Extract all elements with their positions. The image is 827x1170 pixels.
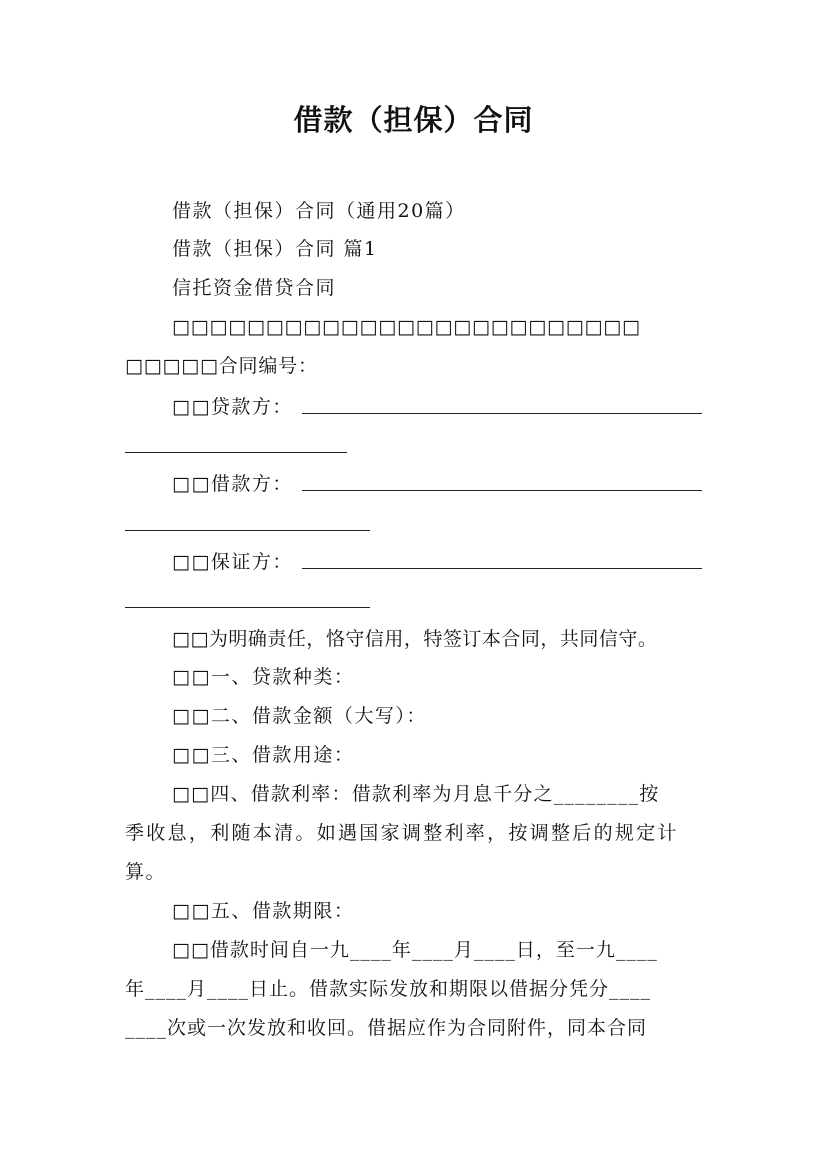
paragraph-line: □□五、借款期限： [172,900,355,922]
paragraph-line: 借款（担保）合同 篇1 [172,238,378,260]
paragraph-line: □□□□□合同编号： [125,355,318,377]
paragraph-line: 季收息，利随本清。如遇国家调整利率，按调整后的规定计 [125,822,679,844]
paragraph-line: □□一、贷款种类： [172,666,355,688]
paragraph-line: □□□□□□□□□□□□□□□□□□□□□□□□□ [172,316,641,338]
paragraph-line: □□四、借款利率：借款利率为月息千分之________按 [172,783,660,805]
lender-blank-line-2 [125,452,347,453]
guarantor-blank-line-2 [125,607,370,608]
paragraph-line: 年____月____日止。借款实际发放和期限以借据分凭分____ [125,978,652,1000]
paragraph-line: □□借款时间自一九____年____月____日，至一九____ [172,939,658,961]
borrower-blank-line-2 [125,530,370,531]
lender-blank-line-1 [302,413,702,414]
field-label-lender: □□贷款方： [172,396,293,418]
paragraph-line: □□二、借款金额（大写）： [172,705,427,727]
paragraph-line: ____次或一次发放和收回。借据应作为合同附件，同本合同 [125,1017,648,1039]
paragraph-line: 信托资金借贷合同 [172,277,337,299]
paragraph-line: 借款（担保）合同（通用20篇） [172,200,466,222]
borrower-blank-line-1 [302,490,702,491]
paragraph-line: 算。 [125,861,167,883]
field-label-guarantor: □□保证方： [172,551,293,573]
document-title: 借款（担保）合同 [293,103,534,137]
paragraph-line: □□三、借款用途： [172,744,355,766]
field-label-borrower: □□借款方： [172,473,293,495]
paragraph-line: □□为明确责任，恪守信用，特签订本合同，共同信守。 [172,628,658,650]
guarantor-blank-line-1 [302,568,702,569]
